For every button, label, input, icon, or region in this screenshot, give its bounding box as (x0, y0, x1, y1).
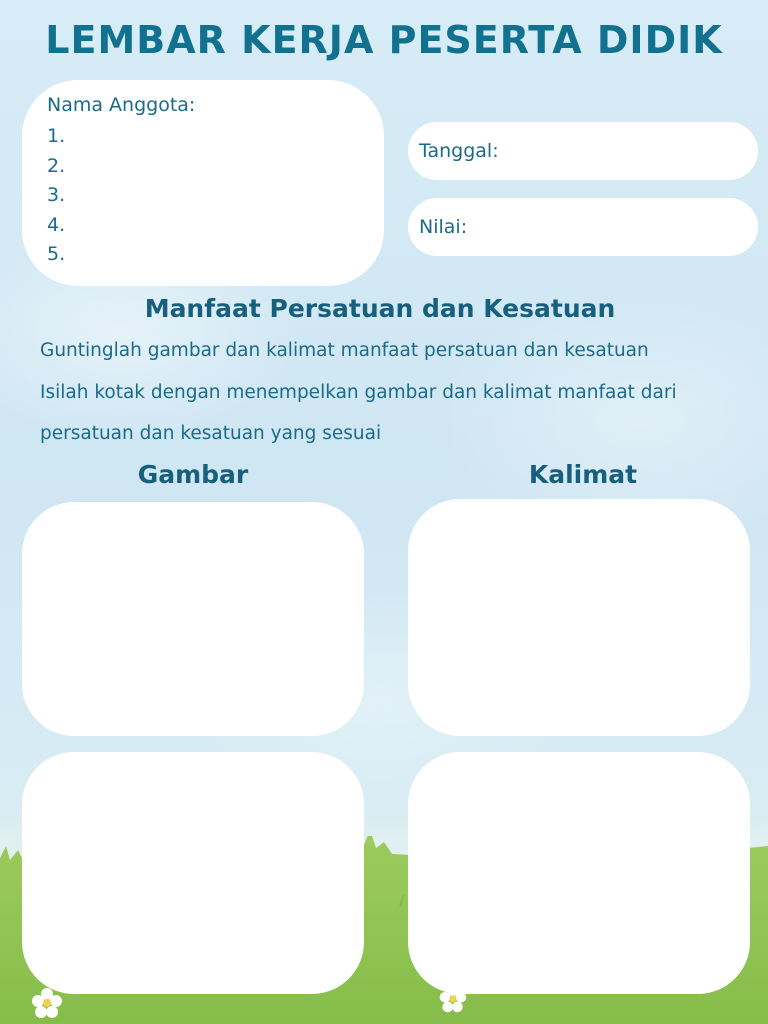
column-heading-gambar: Gambar (137, 460, 249, 489)
section-title: Manfaat Persatuan dan Kesatuan (144, 294, 616, 323)
member-item[interactable]: 2. (47, 154, 66, 177)
member-item[interactable]: 3. (47, 184, 66, 206)
date-label: Tanggal: (419, 140, 499, 162)
member-item[interactable]: 5. (47, 243, 66, 265)
score-field[interactable] (408, 198, 758, 256)
member-names-box[interactable] (22, 80, 384, 286)
member-item[interactable]: 4. (47, 213, 66, 236)
member-list (47, 122, 65, 270)
instruction-line: persatuan dan kesatuan yang sesuai (40, 423, 382, 444)
member-item[interactable]: 1. (47, 125, 66, 147)
picture-box-1[interactable] (22, 502, 364, 736)
page-title: LEMBAR KERJA PESERTA DIDIK (45, 18, 723, 62)
instruction-line: Isilah kotak dengan menempelkan gambar dan kalimat manfaat dari (40, 381, 677, 403)
column-heading-kalimat: Kalimat (528, 460, 638, 489)
sentence-box-2[interactable] (408, 752, 750, 994)
sentence-box-1[interactable] (408, 499, 750, 736)
date-field[interactable] (408, 122, 758, 180)
instructions (40, 335, 740, 460)
picture-box-2[interactable] (22, 752, 364, 994)
instruction-line: Guntinglah gambar dan kalimat manfaat persatuan dan kesatuan (40, 340, 649, 361)
score-label: Nilai: (419, 216, 468, 238)
member-names-label: Nama Anggota: (47, 94, 196, 116)
